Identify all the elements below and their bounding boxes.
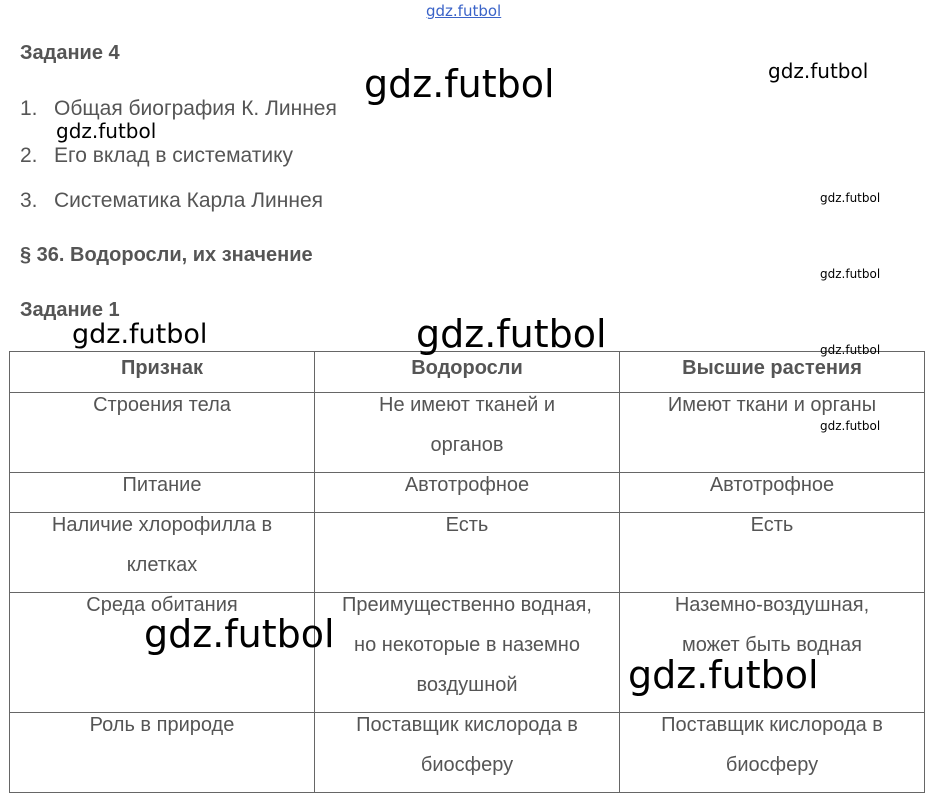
task4-list-item: [20, 97, 337, 121]
table-cell: [315, 713, 620, 793]
table-row: [10, 513, 925, 593]
watermark-top: gdz.futbol: [426, 2, 502, 20]
table-cell: [620, 713, 925, 793]
section-title: § 36. Водоросли, их значение: [20, 244, 313, 266]
cell-text: Питание: [122, 474, 202, 496]
watermark-large: gdz.futbol: [144, 612, 335, 656]
cell-text: Роль в природе: [89, 714, 235, 736]
watermark-small: gdz.futbol: [820, 419, 881, 433]
watermark-medium: gdz.futbol: [72, 319, 208, 350]
cell-text: Строения тела: [93, 394, 231, 416]
task4-list-item: [20, 189, 323, 213]
watermark-small: gdz.futbol: [820, 343, 881, 357]
cell-text: Поставщик кислорода в биосферу: [661, 714, 883, 776]
table-row: [10, 713, 925, 793]
cell-text: Есть: [750, 514, 794, 536]
table-row: [10, 393, 925, 473]
list-item-text: Его вклад в систематику: [54, 144, 294, 167]
list-number: 3.: [20, 189, 38, 212]
table-cell: [620, 513, 925, 593]
table-header-cell: Водоросли: [315, 352, 620, 393]
watermark-large: gdz.futbol: [416, 312, 607, 356]
cell-text: Автотрофное: [404, 474, 530, 496]
task4-list-item: [20, 144, 293, 168]
list-number: 2.: [20, 144, 38, 167]
list-item-text: Систематика Карла Линнея: [54, 189, 324, 212]
comparison-table: [9, 351, 925, 793]
cell-text: Наземно-воздушная, может быть водная: [674, 594, 870, 656]
table-cell: [315, 593, 620, 713]
cell-text: Поставщик кислорода в биосферу: [356, 714, 578, 776]
table-cell: [315, 513, 620, 593]
cell-text: Автотрофное: [709, 474, 835, 496]
cell-text: Наличие хлорофилла в клетках: [51, 514, 273, 576]
watermark-medium: gdz.futbol: [56, 119, 157, 143]
task1-title: Задание 1: [20, 299, 120, 321]
cell-text: Имеют ткани и органы: [667, 394, 877, 416]
task4-title: Задание 4: [20, 42, 120, 64]
cell-text: Преимущественно водная, но некоторые в наземно воздушной: [342, 594, 592, 696]
table-cell: [10, 393, 315, 473]
cell-text: Не имеют тканей и органов: [379, 394, 555, 456]
table-cell: [10, 513, 315, 593]
list-number: 1.: [20, 97, 38, 120]
table-cell: [10, 713, 315, 793]
table-cell: [315, 393, 620, 473]
cell-text: Есть: [445, 514, 489, 536]
cell-text: Среда обитания: [86, 594, 238, 616]
watermark-large: gdz.futbol: [628, 653, 819, 697]
list-item-text: Общая биография К. Линнея: [54, 97, 337, 120]
watermark-small: gdz.futbol: [820, 267, 881, 281]
watermark-small: gdz.futbol: [820, 191, 881, 205]
watermark-medium: gdz.futbol: [768, 59, 869, 83]
table-header-cell: Признак: [10, 352, 315, 393]
table-header-cell: Высшие растения: [620, 352, 925, 393]
watermark-large: gdz.futbol: [364, 62, 555, 106]
